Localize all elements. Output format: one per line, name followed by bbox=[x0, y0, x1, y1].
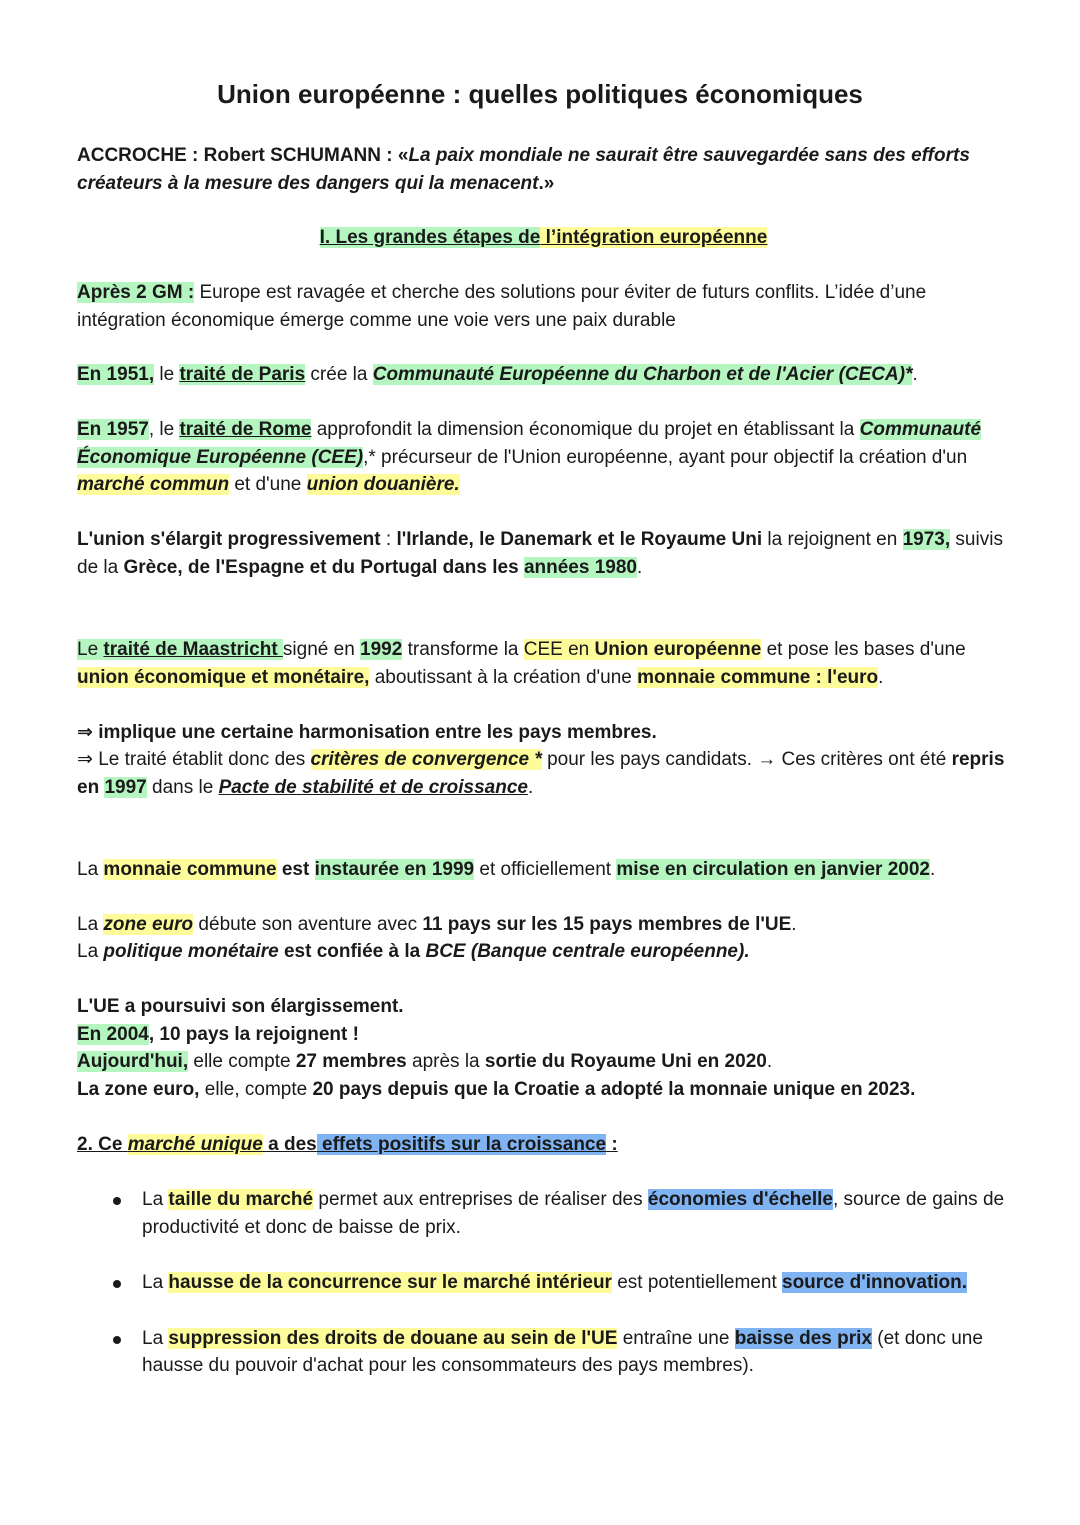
criteres-paragraph bbox=[77, 746, 1010, 801]
cee-label: Communauté Économique Européenne (CEE) bbox=[77, 419, 982, 468]
union-douaniere: union douanière. bbox=[306, 474, 460, 495]
source-innovation: source d'innovation. bbox=[782, 1272, 968, 1293]
text-permet: permet aux entreprises de réaliser des bbox=[313, 1189, 648, 1210]
text-la: La bbox=[142, 1272, 169, 1293]
marche-commun: marché commun bbox=[77, 474, 230, 495]
text-la: La bbox=[77, 914, 104, 935]
list-item bbox=[77, 1269, 1010, 1297]
text-debute: débute son aventure avec bbox=[193, 914, 423, 935]
text-elle: elle, compte bbox=[199, 1078, 313, 1100]
bce-label: BCE (Banque centrale européenne). bbox=[425, 941, 750, 962]
hausse-concurrence: hausse de la concurrence sur le marché intérieur bbox=[168, 1272, 612, 1293]
text-dans-le: dans le bbox=[146, 776, 219, 798]
text-entraine: entraîne une bbox=[617, 1327, 735, 1349]
marche-unique: marché unique bbox=[127, 1134, 263, 1155]
implique-line: ⇒ implique une certaine harmonisation entre les pays membres. bbox=[77, 722, 657, 743]
circulation-2002: mise en circulation en janvier 2002 bbox=[616, 859, 930, 880]
text-signe: signé en bbox=[282, 639, 361, 660]
text-dot: . bbox=[527, 776, 534, 798]
apres-text: Europe est ravagée et cherche des solutions pour éviter de futurs conflits. L’idée d’une intégration économique émerge comme une voie vers une paix durable bbox=[77, 282, 927, 331]
text-colon: : bbox=[380, 529, 397, 550]
paragraph-1957 bbox=[77, 416, 1010, 499]
line-zone-euro bbox=[77, 1076, 1010, 1104]
text-dot: . bbox=[636, 556, 643, 578]
section-2-heading bbox=[77, 1131, 1010, 1159]
pays-1973: l'Irlande, le Danemark et le Royaume Uni bbox=[396, 529, 763, 550]
text-1957-3: et d'une bbox=[229, 474, 307, 495]
bullet-icon bbox=[113, 1197, 121, 1205]
zone-euro-paragraph bbox=[77, 911, 1010, 939]
section-2-number: 2. Ce bbox=[77, 1134, 128, 1155]
text-pouvoir-achat: (et donc une hausse du pouvoir d'achat pour les consommateurs des pays membres). bbox=[142, 1327, 983, 1376]
maastricht-paragraph bbox=[77, 636, 1010, 691]
pays-20: 20 pays depuis que la Croatie a adopté la monnaie unique en 2023. bbox=[312, 1078, 916, 1100]
text-officiellement: et officiellement bbox=[474, 859, 617, 880]
membres-27: 27 membres bbox=[295, 1051, 407, 1072]
effets-positifs: effets positifs sur la croissance bbox=[316, 1134, 607, 1155]
pays-membres-count: 11 pays sur les 15 pays membres de l'UE bbox=[422, 914, 792, 935]
sortie-ru: sortie du Royaume Uni en 2020 bbox=[484, 1051, 767, 1072]
text-rejoignent: la rejoignent en bbox=[762, 529, 903, 550]
apres-guerre-paragraph bbox=[77, 279, 1010, 334]
pacte-stabilite: Pacte de stabilité et de croissance bbox=[218, 776, 528, 798]
text-pose: et pose les bases d'une bbox=[761, 639, 966, 660]
text-potentiellement: est potentiellement bbox=[611, 1272, 782, 1293]
text-gains: , source de gains de productivité et donc de baisse de prix. bbox=[142, 1189, 1005, 1238]
text-dot: . bbox=[912, 364, 918, 385]
section-1-heading bbox=[77, 224, 1010, 252]
text-dot: . bbox=[878, 666, 884, 688]
year-1973: 1973, bbox=[902, 529, 951, 550]
monnaie-commune: monnaie commune bbox=[103, 859, 277, 880]
page-title: Union européenne : quelles politiques économiques bbox=[217, 79, 863, 109]
apres-tag: Après 2 GM : bbox=[77, 282, 195, 303]
union-europeenne: Union européenne bbox=[594, 639, 762, 660]
cee-en: CEE en bbox=[523, 639, 595, 660]
text-star: ,* bbox=[363, 446, 376, 468]
paragraph-1951 bbox=[77, 361, 1010, 389]
text-le: , le bbox=[148, 419, 180, 440]
economies-echelle: économies d'échelle bbox=[647, 1189, 833, 1210]
effects-list bbox=[77, 1186, 1010, 1380]
monnaie-commune-euro: monnaie commune : l'euro bbox=[637, 666, 879, 688]
text-criteres-1: ⇒ Le traité établit donc des bbox=[77, 749, 311, 770]
bullet-icon bbox=[113, 1280, 121, 1288]
year-1951: En 1951, bbox=[77, 364, 155, 385]
text-dot: . bbox=[791, 914, 797, 935]
uem-label: union économique et monétaire, bbox=[77, 666, 370, 688]
text-le: Le bbox=[77, 639, 104, 660]
years-1980: années 1980 bbox=[523, 556, 637, 578]
bullet-icon bbox=[113, 1336, 121, 1344]
text-la: La bbox=[77, 941, 104, 962]
pays-1980: Grèce, de l'Espagne et du Portugal dans les bbox=[123, 556, 519, 578]
text-1957-2: précurseur de l'Union européenne, ayant pour objectif la création d'un bbox=[375, 446, 968, 468]
list-item bbox=[77, 1186, 1010, 1241]
text-transforme: transforme la bbox=[402, 639, 524, 660]
traite-rome: traité de Rome bbox=[179, 419, 312, 440]
zone-euro-label: La zone euro, bbox=[77, 1078, 200, 1100]
text-apres: après la bbox=[406, 1051, 485, 1072]
text-10-pays: , 10 pays la rejoignent ! bbox=[148, 1023, 359, 1045]
accroche-paragraph bbox=[77, 142, 1010, 197]
baisse-prix: baisse des prix bbox=[734, 1327, 872, 1349]
instauree-1999: instaurée en 1999 bbox=[314, 859, 475, 880]
politique-monetaire: politique monétaire bbox=[103, 941, 279, 962]
section-1-number: I. Les grandes étapes de bbox=[319, 227, 541, 248]
text-la: La bbox=[142, 1189, 169, 1210]
text-1957-1: approfondit la dimension économique du projet en établissant la bbox=[311, 419, 860, 440]
text-a-des: a des bbox=[262, 1134, 317, 1155]
year-1997: 1997 bbox=[104, 776, 147, 798]
year-2004: En 2004 bbox=[77, 1023, 149, 1045]
text-cree: crée la bbox=[305, 364, 373, 385]
text-la: La bbox=[142, 1327, 169, 1349]
section-1-rest: l’intégration européenne bbox=[540, 227, 768, 248]
text-la: La bbox=[77, 859, 104, 880]
poursuivi-line: L'UE a poursuivi son élargissement. bbox=[77, 996, 404, 1017]
text-le: le bbox=[154, 364, 180, 385]
year-1957: En 1957 bbox=[77, 419, 149, 440]
text-aboutissant: aboutissant à la création d'une bbox=[369, 666, 638, 688]
accroche-label: ACCROCHE : Robert SCHUMANN : « bbox=[77, 145, 409, 166]
elargit-lead: L'union s'élargit progressivement bbox=[77, 529, 381, 550]
elargissement-suite-block bbox=[77, 993, 1010, 1103]
year-1992: 1992 bbox=[360, 639, 403, 660]
monnaie-paragraph bbox=[77, 856, 1010, 884]
traite-paris: traité de Paris bbox=[179, 364, 306, 385]
text-dot: . bbox=[929, 859, 936, 880]
text-colon: : bbox=[606, 1134, 618, 1155]
politique-paragraph bbox=[77, 938, 1010, 966]
text-dot: . bbox=[766, 1051, 773, 1072]
text-elle-compte: elle compte bbox=[188, 1051, 296, 1072]
line-2004 bbox=[77, 1021, 1010, 1049]
criteres-convergence: critères de convergence * bbox=[310, 749, 542, 770]
suppression-droits: suppression des droits de douane au sein de l'UE bbox=[168, 1327, 618, 1349]
elargissement-paragraph bbox=[77, 526, 1010, 581]
accroche-quote: La paix mondiale ne saurait être sauvegardée sans des efforts créateurs à la mesure des dangers qui la menacent bbox=[77, 145, 970, 194]
traite-maastricht: traité de Maastricht bbox=[103, 639, 283, 660]
accroche-end: .» bbox=[538, 172, 555, 194]
ceca-label: Communauté Européenne du Charbon et de l'Acier (CECA)* bbox=[372, 364, 913, 385]
text-est: est bbox=[276, 859, 315, 880]
zone-euro: zone euro bbox=[103, 914, 194, 935]
line-aujourdhui bbox=[77, 1048, 1010, 1076]
list-item bbox=[77, 1325, 1010, 1380]
text-suivis: suivis de la bbox=[77, 529, 1003, 578]
text-repris: repris en bbox=[77, 749, 1005, 798]
text-criteres-2: pour les pays candidats. → Ces critères ont été bbox=[541, 749, 952, 770]
taille-marche: taille du marché bbox=[168, 1189, 314, 1210]
aujourdhui: Aujourd'hui, bbox=[77, 1051, 189, 1072]
text-confiee: est confiée à la bbox=[278, 941, 426, 962]
